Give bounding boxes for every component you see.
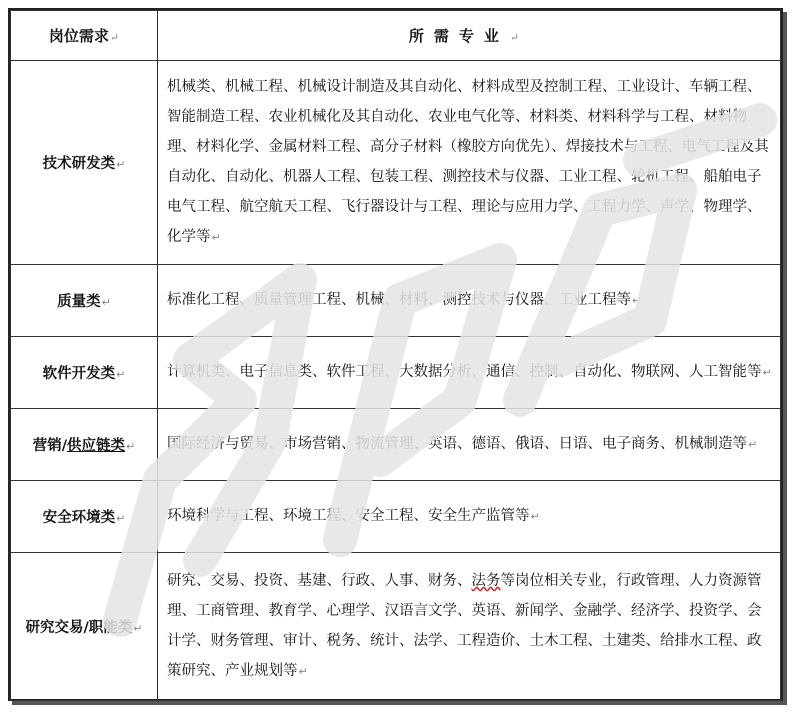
majors-cell: 环境科学与工程、环境工程、安全工程、安全生产监管等↵: [158, 481, 781, 553]
category-cell: 研究交易/职能类↵: [11, 553, 158, 701]
majors-cell: 计算机类、电子信息类、软件工程、大数据分析、通信、控制、自动化、物联网、人工智能等↵: [158, 337, 781, 409]
table-header-row: [11, 11, 781, 61]
category-cell: 软件开发类↵: [11, 337, 158, 409]
majors-cell: 标准化工程、质量管理工程、机械、材料、测控技术与仪器、工业工程等↵: [158, 265, 781, 337]
table-row: [11, 265, 781, 337]
majors-cell: 研究、交易、投资、基建、行政、人事、财务、法务等岗位相关专业，行政管理、人力资源管理、工商管理、教育学、心理学、汉语言文学、英语、新闻学、金融学、经济学、投资学、会计学、财务管理、审计、税务、统计、法学、工程造价、土木工程、土建类、给排水工程、政策研究、产业规划等↵: [158, 553, 781, 701]
table-row: [11, 61, 781, 265]
requirements-table: [10, 10, 781, 701]
header-required-majors: 所需专业↵: [158, 11, 781, 61]
requirements-table-frame: [8, 8, 783, 701]
majors-cell: 机械类、机械工程、机械设计制造及其自动化、材料成型及控制工程、工业设计、车辆工程、智能制造工程、农业机械化及其自动化、农业电气化等、材料类、材料科学与工程、材料物理、材料化学、金属材料工程、高分子材料（橡胶方向优先）、焊接技术与工程、电气工程及其自动化、自动化、机器人工程、包装工程、测控技术与仪器、工业工程、轮机工程、船舶电子电气工程、航空航天工程、飞行器设计与工程、理论与应用力学、工程力学、声学、物理学、化学等↵: [158, 61, 781, 265]
table-row: [11, 337, 781, 409]
category-cell: 营销/供应链类↵: [11, 409, 158, 481]
table-row: [11, 409, 781, 481]
table-row: [11, 481, 781, 553]
table-row: [11, 553, 781, 701]
category-cell: 安全环境类↵: [11, 481, 158, 553]
category-cell: 质量类↵: [11, 265, 158, 337]
category-cell: 技术研发类↵: [11, 61, 158, 265]
header-position-requirement: 岗位需求↵: [11, 11, 158, 61]
majors-cell: 国际经济与贸易、市场营销、物流管理、英语、德语、俄语、日语、电子商务、机械制造等↵: [158, 409, 781, 481]
